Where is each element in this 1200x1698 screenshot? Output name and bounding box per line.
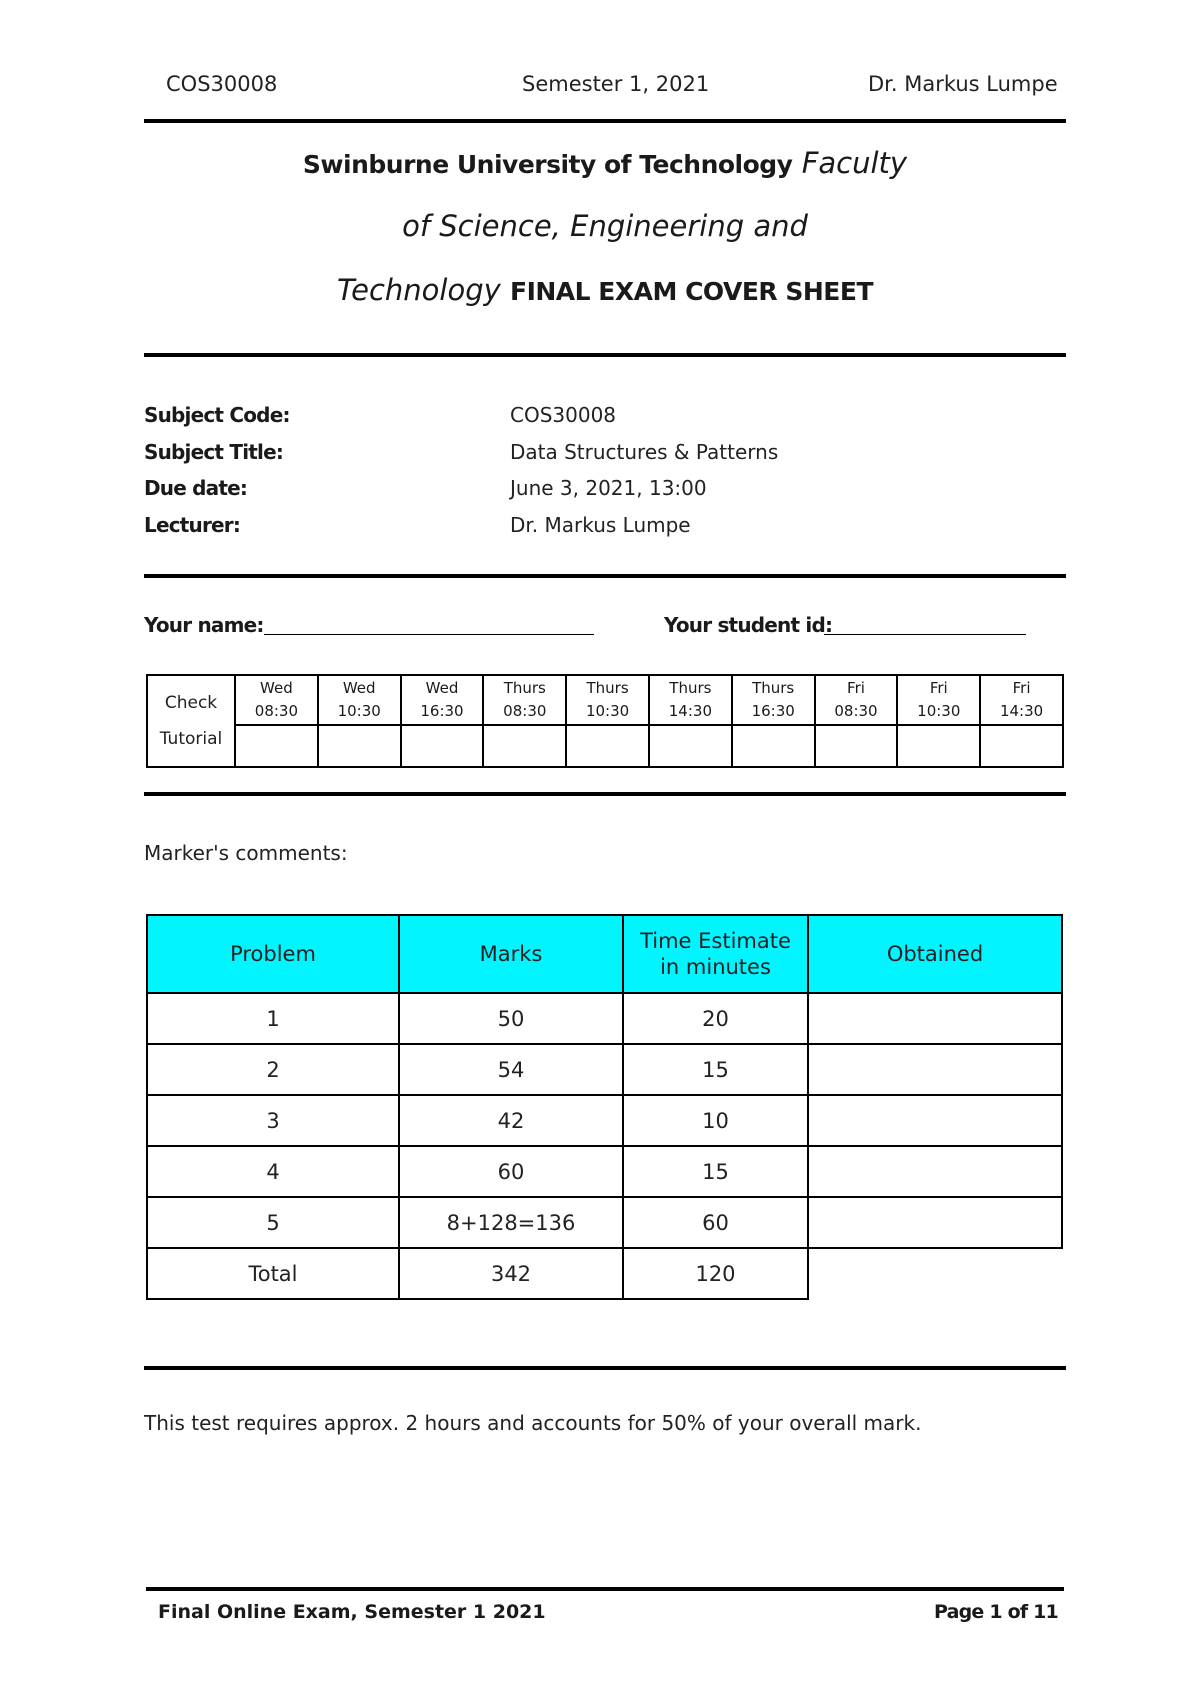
- title-line-1: [144, 146, 1066, 180]
- marks-cell: 42: [399, 1095, 623, 1146]
- slot-day: Thurs: [503, 679, 546, 697]
- header-problem: Problem: [147, 915, 399, 993]
- tutorial-slot-header: [235, 675, 318, 725]
- header-subject-code: COS30008: [166, 72, 278, 96]
- header-time-line2: in minutes: [660, 955, 771, 979]
- slot-time: 10:30: [337, 702, 381, 720]
- time-cell: 15: [623, 1146, 808, 1197]
- tutorial-slot-header: [649, 675, 732, 725]
- total-row: [147, 1248, 1062, 1299]
- obtained-cell[interactable]: [808, 1197, 1062, 1248]
- slot-day: Wed: [425, 679, 459, 697]
- marks-table: [146, 914, 1063, 1300]
- tutorial-check-box[interactable]: [732, 725, 815, 767]
- footer-exam-title: Final Online Exam, Semester 1 2021: [158, 1601, 546, 1623]
- time-cell: 10: [623, 1095, 808, 1146]
- table-row: [147, 1095, 1062, 1146]
- check-label: Check: [164, 693, 218, 713]
- problem-cell: 2: [147, 1044, 399, 1095]
- subject-rule: [144, 574, 1066, 578]
- tutorial-slot-header: [483, 675, 566, 725]
- problem-cell: 1: [147, 993, 399, 1044]
- header-time-line1: Time Estimate: [640, 929, 791, 953]
- tutorial-slot-header: [318, 675, 401, 725]
- tutorial-check-box[interactable]: [318, 725, 401, 767]
- problem-cell: 5: [147, 1197, 399, 1248]
- header-rule: [144, 119, 1066, 123]
- title-line-3: [144, 273, 1066, 307]
- table-row: [147, 1146, 1062, 1197]
- tutorial-rule: [144, 792, 1066, 796]
- empty-cell: [808, 1248, 1062, 1299]
- slot-day: Fri: [1012, 679, 1031, 697]
- footer-rule: [146, 1587, 1064, 1591]
- name-field[interactable]: [264, 634, 594, 635]
- slot-time: 08:30: [503, 702, 547, 720]
- tutorial-slot-header: [897, 675, 980, 725]
- slot-time: 14:30: [999, 702, 1044, 720]
- marks-rule: [144, 1366, 1066, 1370]
- tutorial-slot-header: [401, 675, 484, 725]
- lecturer-value: Dr. Markus Lumpe: [510, 513, 691, 537]
- tutorial-check-box[interactable]: [649, 725, 732, 767]
- subject-code-label: Subject Code:: [144, 403, 290, 427]
- table-row: [147, 993, 1062, 1044]
- slot-day: Thurs: [586, 679, 629, 697]
- title-line-2: [144, 209, 1066, 243]
- tutorial-check-box[interactable]: [483, 725, 566, 767]
- tutorial-check-box[interactable]: [566, 725, 649, 767]
- obtained-cell[interactable]: [808, 1095, 1062, 1146]
- header-semester: Semester 1, 2021: [522, 72, 710, 96]
- subject-code-value: COS30008: [510, 403, 617, 427]
- slot-day: Fri: [929, 679, 948, 697]
- subject-title-value: Data Structures & Patterns: [510, 440, 779, 464]
- table-row: [147, 1197, 1062, 1248]
- faculty-part3: Technology: [336, 273, 501, 307]
- slot-day: Fri: [847, 679, 865, 697]
- slot-time: 14:30: [668, 702, 712, 720]
- tutorial-slot-header: [815, 675, 898, 725]
- total-label-cell: Total: [147, 1248, 399, 1299]
- institution-name: Swinburne University of Technology: [302, 150, 793, 179]
- tutorial-check-box[interactable]: [401, 725, 484, 767]
- slot-day: Wed: [260, 679, 293, 697]
- exam-note: This test requires approx. 2 hours and accounts for 50% of your overall mark.: [144, 1411, 922, 1435]
- title-rule: [144, 353, 1066, 357]
- time-cell: 60: [623, 1197, 808, 1248]
- problem-cell: 4: [147, 1146, 399, 1197]
- header-marks: Marks: [399, 915, 623, 993]
- due-date-value: June 3, 2021, 13:00: [510, 476, 707, 500]
- tutorial-check-box[interactable]: [235, 725, 318, 767]
- marker-comments-label: Marker's comments:: [144, 841, 348, 865]
- obtained-cell[interactable]: [808, 1044, 1062, 1095]
- tutorial-check-box[interactable]: [897, 725, 980, 767]
- faculty-part1: Faculty: [801, 146, 908, 180]
- tutorial-check-box[interactable]: [980, 725, 1063, 767]
- slot-time: 16:30: [420, 702, 464, 720]
- subject-title-label: Subject Title:: [144, 440, 284, 464]
- obtained-cell[interactable]: [808, 993, 1062, 1044]
- due-date-label: Due date:: [144, 476, 248, 500]
- marks-cell: 50: [399, 993, 623, 1044]
- tutorial-slot-header: [980, 675, 1063, 725]
- lecturer-label: Lecturer:: [144, 513, 241, 537]
- check-tutorial-cell: [147, 675, 235, 767]
- slot-day: Thurs: [669, 679, 712, 697]
- tutorial-table: [146, 674, 1064, 768]
- student-id-field[interactable]: [824, 634, 1026, 635]
- slot-day: Wed: [342, 679, 376, 697]
- tutorial-label: Tutorial: [159, 729, 223, 749]
- sheet-title: FINAL EXAM COVER SHEET: [510, 277, 874, 306]
- header-lecturer: Dr. Markus Lumpe: [868, 72, 1058, 96]
- student-id-label: Your student id:: [664, 613, 833, 637]
- tutorial-slot-header: [732, 675, 815, 725]
- header-time-estimate: [623, 915, 808, 993]
- total-marks-cell: 342: [399, 1248, 623, 1299]
- faculty-part2: of Science, Engineering and: [402, 209, 808, 243]
- header-obtained: Obtained: [808, 915, 1062, 993]
- marks-cell: 60: [399, 1146, 623, 1197]
- obtained-cell[interactable]: [808, 1146, 1062, 1197]
- slot-time: 10:30: [585, 702, 630, 720]
- footer-page-number: Page 1 of 11: [934, 1601, 1058, 1623]
- time-cell: 15: [623, 1044, 808, 1095]
- marks-cell: 8+128=136: [399, 1197, 623, 1248]
- problem-cell: 3: [147, 1095, 399, 1146]
- name-label: Your name:: [144, 613, 264, 637]
- slot-time: 16:30: [751, 702, 795, 720]
- table-row: [147, 1044, 1062, 1095]
- slot-time: 08:30: [254, 702, 299, 720]
- slot-day: Thurs: [752, 679, 795, 697]
- slot-time: 10:30: [917, 702, 961, 720]
- total-time-cell: 120: [623, 1248, 808, 1299]
- time-cell: 20: [623, 993, 808, 1044]
- slot-time: 08:30: [834, 702, 878, 720]
- tutorial-check-box[interactable]: [815, 725, 898, 767]
- marks-cell: 54: [399, 1044, 623, 1095]
- tutorial-slot-header: [566, 675, 649, 725]
